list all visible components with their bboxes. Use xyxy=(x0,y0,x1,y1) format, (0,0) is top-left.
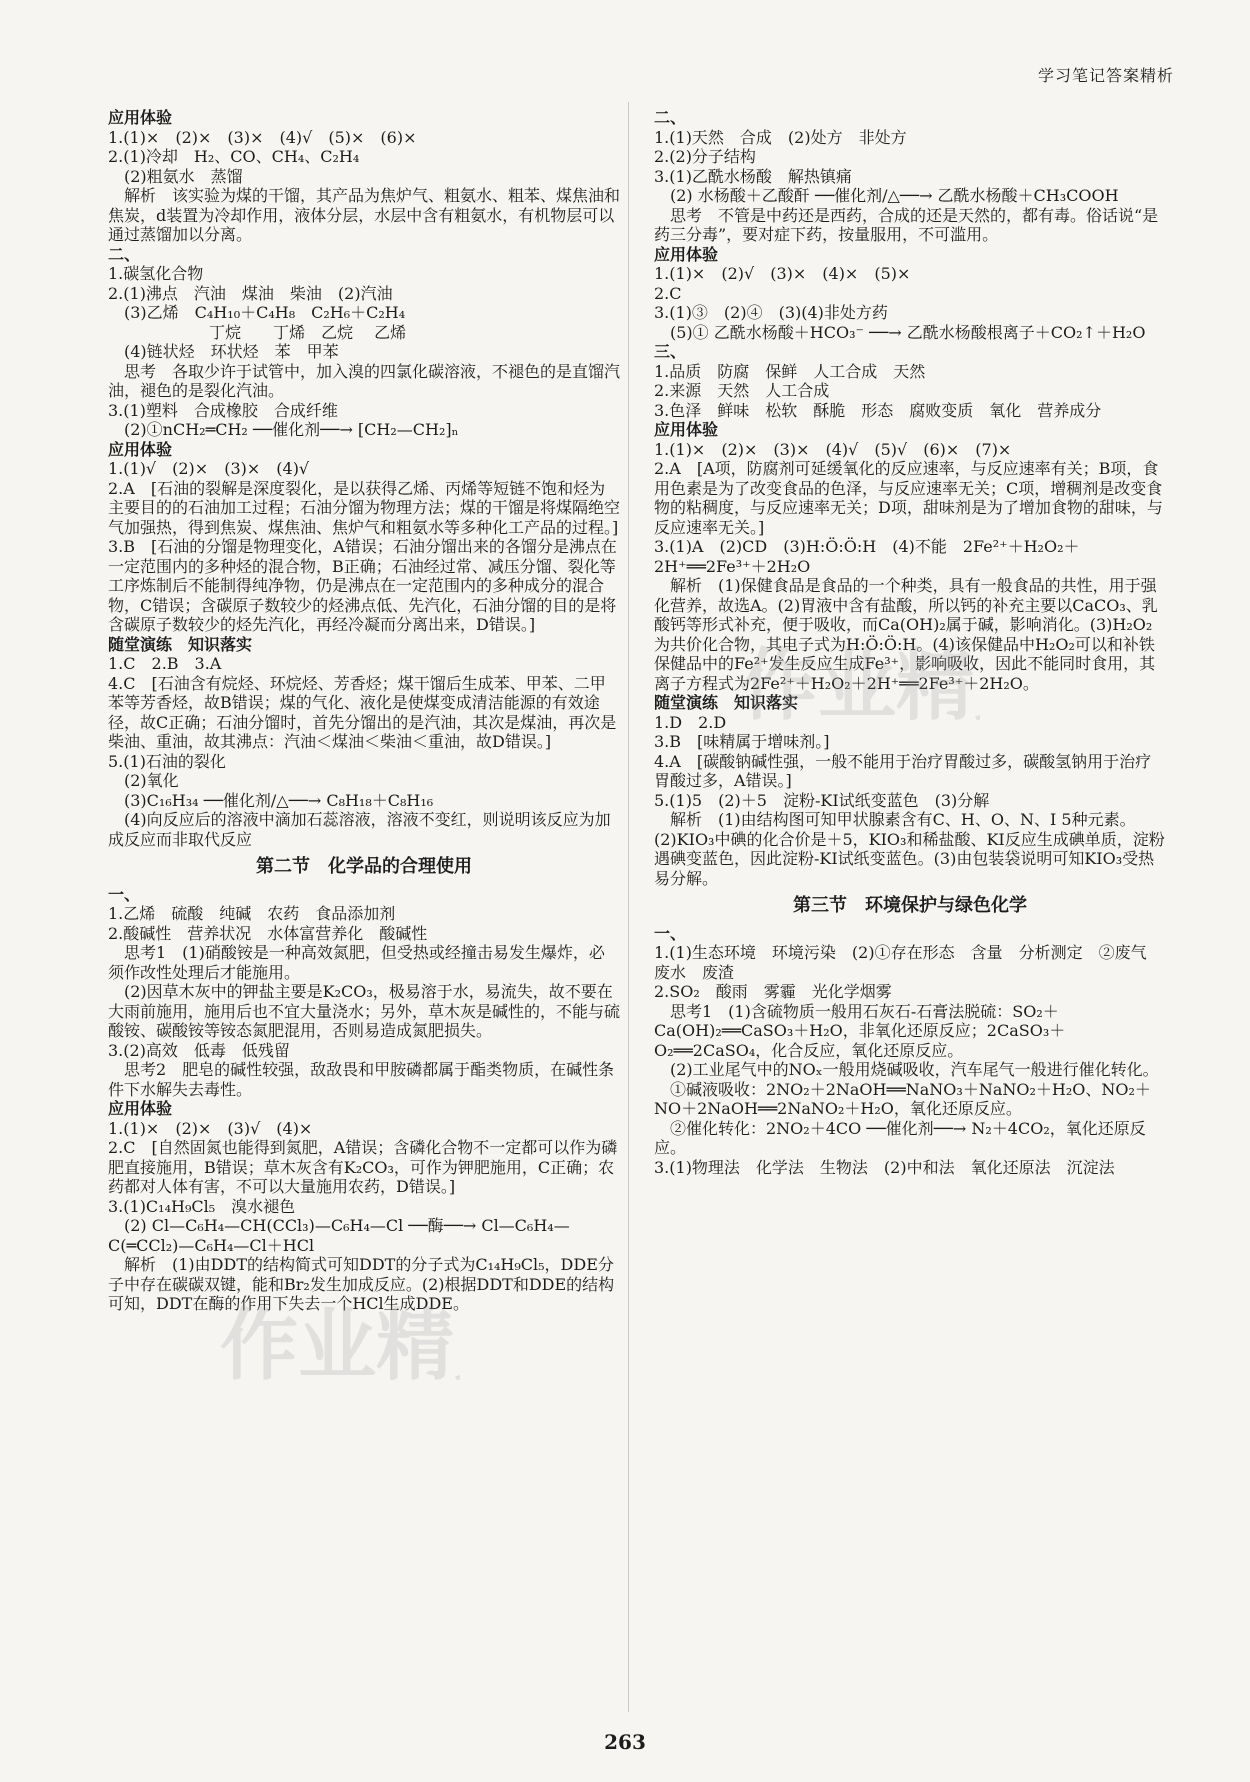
page-number: 263 xyxy=(604,1729,646,1754)
answer-line: (4)链状烃 环状烃 苯 甲苯 xyxy=(108,342,339,361)
answer-line: 3.(2)高效 低毒 低残留 xyxy=(108,1040,290,1060)
answer-line: 3.B [味精属于增味剂。] xyxy=(654,732,830,751)
answer-line: 思考1 (1)含硫物质一般用石灰石-石膏法脱硫：SO₂＋Ca(OH)₂══CaSO₃＋H₂O，非氧化还原反应；2CaSO₃＋O₂══2CaSO₄，化合反应，氧化还原反应。 xyxy=(654,1001,1066,1060)
running-header: 学习笔记答案精析 xyxy=(1037,66,1174,85)
answer-line: (2)粗氨水 蒸馏 xyxy=(108,166,243,186)
column-divider xyxy=(628,102,629,1712)
answer-line: 1.(1)× (2)× (3)√ (4)× xyxy=(108,1118,313,1138)
answer-line: 2.A [A项，防腐剂可延缓氧化的反应速率，与反应速率有关；B项，食用色素是为了改变食品的色泽，与反应速率无关；C项，增稠剂是改变食物的粘稠度，与反应速率无关；D项，甜味剂是为了增加食物的甜味，与反应速率无关。] xyxy=(654,459,1163,537)
answer-line: 3.(1)C₁₄H₉Cl₅ 溴水褪色 xyxy=(108,1196,296,1216)
answer-line: 3.(1)塑料 合成橡胶 合成纤维 xyxy=(108,400,338,420)
svg-text:作业精灵: 作业精 xyxy=(220,1301,455,1390)
subheading: 一、 xyxy=(108,884,141,904)
answer-line: 1.(1)× (2)× (3)× (4)√ (5)√ (6)× (7)× xyxy=(654,439,1012,459)
answer-line: 思考1 (1)硝酸铵是一种高效氮肥，但受热或经撞击易发生爆炸，必须作改性处理后才能施用。 xyxy=(108,943,605,982)
answer-line: 1.碳氢化合物 xyxy=(108,264,204,283)
answer-line: 解析 该实验为煤的干馏，其产品为焦炉气、粗氨水、粗苯、煤焦油和焦炭，d装置为冷却作用，液体分层，水层中含有粗氨水，有机物层可以通过蒸馏加以分离。 xyxy=(108,186,621,244)
answer-line: 思考 不管是中药还是西药，合成的还是天然的，都有毒。俗话说“是药三分毒”，要对症下药，按量服用，不可滥用。 xyxy=(654,205,1159,244)
answer-line: (3)乙烯 C₄H₁₀＋C₄H₈ C₂H₆＋C₂H₄ xyxy=(108,303,406,322)
answer-line: 3.(1)③ (2)④ (3)(4)非处方药 xyxy=(654,303,888,322)
right-column xyxy=(654,108,1166,1177)
left-column xyxy=(108,108,620,1314)
answer-line: (2) 水杨酸＋乙酸酐 ──催化剂/△──→ 乙酰水杨酸＋CH₃COOH xyxy=(654,186,1119,205)
answer-line: 2.A [石油的裂解是深度裂化，是以获得乙烯、丙烯等短链不饱和烃为主要目的的石油加工过程；石油分馏为物理方法；煤的干馏是将煤隔绝空气加强热，得到焦炭、煤焦油、焦炉气和粗氨水等多种化工产品的过程。] xyxy=(108,478,621,537)
answer-line: 丁烷 丁烯 乙烷 乙烯 xyxy=(108,322,407,342)
answer-line: 思考 各取少许于试管中，加入溴的四氯化碳溶液，不褪色的是直馏汽油，褪色的是裂化汽油。 xyxy=(108,361,621,400)
watermark-2 xyxy=(220,1300,460,1390)
answer-line: (4)向反应后的溶液中滴加石蕊溶液，溶液不变红，则说明该反应为加成反应而非取代反应 xyxy=(108,810,611,849)
answer-line: (2)因草木灰中的钾盐主要是K₂CO₃，极易溶于水，易流失，故不要在大雨前施用，施用后也不宜大量浇水；另外，草木灰是碱性的，不能与硫酸铵、碳酸铵等铵态氮肥混用，否则易造成氮肥损失。 xyxy=(108,982,621,1040)
answer-line: 1.乙烯 硫酸 纯碱 农药 食品添加剂 xyxy=(108,904,396,923)
answer-line: 2.来源 天然 人工合成 xyxy=(654,381,830,400)
answer-line: 5.(1)石油的裂化 xyxy=(108,751,226,771)
answer-line: 解析 (1)保健食品是食品的一个种类，具有一般食品的共性，用于强化营养，故选A。(2)胃液中含有盐酸，所以钙的补充主要以CaCO₃、乳酸钙等形式补充，便于吸收，而Ca(OH)₂属于碱，影响消化。(3)H₂O₂为共价化合物，其电子式为H:Ö:Ö:H。(4)该保健品中H₂O₂可以和补铁保健品中的Fe²⁺发生反应生成Fe³⁺，影响吸收，因此不能同时食用，其离子方程式为2Fe²⁺＋H₂O₂＋2H⁺══2Fe³⁺＋2H₂O。 xyxy=(654,576,1158,693)
section-heading: 第三节 环境保护与绿色化学 xyxy=(793,895,1027,916)
answer-line: 解析 (1)由DDT的结构简式可知DDT的分子式为C₁₄H₉Cl₅，DDE分子中存在碳碳双键，能和Br₂发生加成反应。(2)根据DDT和DDE的结构可知，DDT在酶的作用下失去一个HCl生成DDE。 xyxy=(108,1255,615,1313)
answer-line: 2.SO₂ 酸雨 雾霾 光化学烟雾 xyxy=(654,982,892,1001)
subheading: 随堂演练 知识落实 xyxy=(654,693,799,712)
subheading: 应用体验 xyxy=(654,420,719,439)
answer-line: 3.(1)A (2)CD (3)H:Ö:Ö:H (4)不能 2Fe²⁺＋H₂O₂＋2H⁺══2Fe³⁺＋2H₂O xyxy=(654,537,1080,576)
answer-line: 2.(2)分子结构 xyxy=(654,147,756,166)
answer-line: 3.色泽 鲜味 松软 酥脆 形态 腐败变质 氧化 营养成分 xyxy=(654,400,1102,420)
subheading: 应用体验 xyxy=(654,244,719,264)
answer-line: 2.酸碱性 营养状况 水体富营养化 酸碱性 xyxy=(108,923,428,943)
subheading: 一、 xyxy=(654,923,687,943)
svg-text:作业精灵: 作业精 xyxy=(740,641,975,730)
answer-line: (3)C₁₆H₃₄ ──催化剂/△──→ C₈H₁₈＋C₈H₁₆ xyxy=(108,790,434,810)
subheading: 应用体验 xyxy=(108,1099,173,1118)
answer-line: 3.(1)乙酰水杨酸 解热镇痛 xyxy=(654,166,852,186)
answer-line: 思考2 肥皂的碱性较强，敌敌畏和甲胺磷都属于酯类物质，在碱性条件下水解失去毒性。 xyxy=(108,1060,615,1099)
answer-line: 5.(1)5 (2)＋5 淀粉-KI试纸变蓝色 (3)分解 xyxy=(654,790,990,810)
answer-line: 4.C [石油含有烷烃、环烷烃、芳香烃；煤干馏后生成苯、甲苯、二甲苯等芳香烃，故B错误；煤的气化、液化是使煤变成清洁能源的有效途径，故C正确；石油分馏时，首先分馏出的是汽油，其次是煤油，再次是柴油、重油，故其沸点：汽油＜煤油＜柴油＜重油，故D错误。] xyxy=(108,673,617,751)
answer-line: 2.(1)冷却 H₂、CO、CH₄、C₂H₄ xyxy=(108,147,360,166)
answer-line: 1.(1)生态环境 环境污染 (2)①存在形态 含量 分析测定 ②废气 废水 废渣 xyxy=(654,943,1163,982)
answer-line: ②催化转化：2NO₂＋4CO ──催化剂──→ N₂＋4CO₂，氧化还原反应。 xyxy=(654,1118,1146,1157)
answer-line: 3.(1)物理法 化学法 生物法 (2)中和法 氧化还原法 沉淀法 xyxy=(654,1157,1115,1177)
section-heading: 第二节 化学品的合理使用 xyxy=(256,856,472,877)
answer-line: 1.品质 防腐 保鲜 人工合成 天然 xyxy=(654,361,926,381)
answer-line: 1.C 2.B 3.A xyxy=(108,654,222,673)
answer-line: 1.(1)× (2)× (3)× (4)√ (5)× (6)× xyxy=(108,127,417,147)
answer-line: (2)工业尾气中的NOₓ一般用烧碱吸收，汽车尾气一般进行催化转化。 xyxy=(654,1060,1159,1079)
answer-line: 4.A [碳酸钠碱性强，一般不能用于治疗胃酸过多，碳酸氢钠用于治疗胃酸过多，A错误。] xyxy=(654,751,1152,790)
subheading: 二、 xyxy=(108,244,141,264)
answer-line: ①碱液吸收：2NO₂＋2NaOH══NaNO₃＋NaNO₂＋H₂O、NO₂＋NO＋2NaOH══2NaNO₂＋H₂O，氧化还原反应。 xyxy=(654,1079,1151,1118)
answer-line: 3.B [石油的分馏是物理变化，A错误；石油分馏出来的各馏分是沸点在一定范围内的多种烃的混合物，B正确；石油经过常、减压分馏、裂化等工序炼制后不能制得纯净物，仍是沸点在一定范围内的多种成分的混合物，C错误；含碳原子数较少的烃沸点低、先汽化，石油分馏的目的是将含碳原子数较少的烃先汽化，再经冷凝而分离出来，D错误。] xyxy=(108,537,617,634)
answer-line: 2.(1)沸点 汽油 煤油 柴油 (2)汽油 xyxy=(108,283,393,303)
subheading: 三、 xyxy=(654,342,687,361)
subheading: 二、 xyxy=(654,108,687,127)
answer-line: (2)氧化 xyxy=(108,771,179,790)
answer-line: 1.(1)√ (2)× (3)× (4)√ xyxy=(108,459,310,478)
answer-line: 1.D 2.D xyxy=(654,712,727,732)
answer-line: (2) Cl—C₆H₄—CH(CCl₃)—C₆H₄—Cl ──酶──→ Cl—C₆H₄—C(═CCl₂)—C₆H₄—Cl＋HCl xyxy=(108,1216,570,1255)
answer-line: (2)①nCH₂═CH₂ ──催化剂──→ [CH₂—CH₂]ₙ xyxy=(108,420,459,439)
answer-line: 2.C xyxy=(654,283,682,303)
answer-line: 2.C [自然固氮也能得到氮肥，A错误；含磷化合物不一定都可以作为磷肥直接施用，B错误；草木灰含有K₂CO₃，可作为钾肥施用，C正确；农药都对人体有害，不可以大量施用农药，D错误。] xyxy=(108,1138,618,1196)
answer-line: 1.(1)天然 合成 (2)处方 非处方 xyxy=(654,127,907,147)
subheading: 应用体验 xyxy=(108,108,173,127)
subheading: 随堂演练 知识落实 xyxy=(108,634,253,654)
subheading: 应用体验 xyxy=(108,439,173,459)
answer-line: (5)① 乙酰水杨酸＋HCO₃⁻ ──→ 乙酰水杨酸根离子＋CO₂↑＋H₂O xyxy=(654,322,1146,342)
answer-line: 1.(1)× (2)√ (3)× (4)× (5)× xyxy=(654,264,911,283)
answer-line: 解析 (1)由结构图可知甲状腺素含有C、H、O、N、I 5种元素。(2)KIO₃中碘的化合价是＋5，KIO₃和稀盐酸、KI反应生成碘单质，淀粉遇碘变蓝色，因此淀粉-KI试纸变蓝色。(3)由包装袋说明可知KIO₃受热易分解。 xyxy=(654,810,1165,888)
